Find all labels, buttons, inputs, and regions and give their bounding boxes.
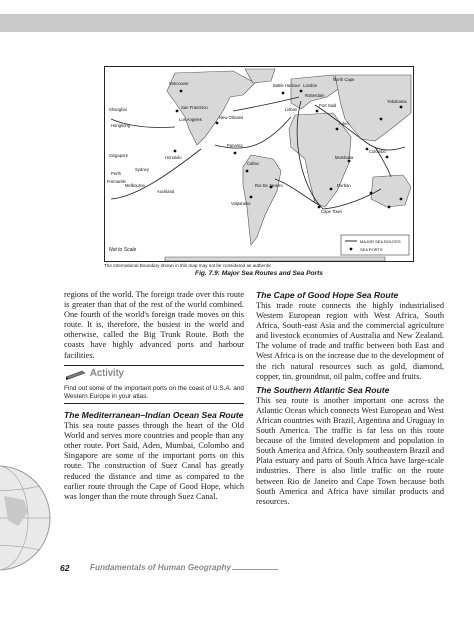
place-label: Los Angeles	[179, 117, 202, 122]
globe-icon	[0, 456, 54, 586]
section-heading-cape: The Cape of Good Hope Sea Route	[256, 290, 399, 300]
place-label: Auckland	[157, 189, 175, 194]
map-legend	[341, 235, 409, 255]
right-column	[256, 290, 444, 510]
legend-ports-label: SEA PORTS	[360, 247, 383, 252]
place-label: Callao	[247, 161, 259, 166]
place-label: Panama	[227, 143, 243, 148]
cape-paragraph: This trade route connects the highly industrialised Western European region with West Africa, South Africa, South-east Asia and the commercial agriculture and livestock economies of Australia and New Zealand. The volume of trade and traffic between both East and West Africa is on the increase due to the development of the rich natural resources such as gold, diamond, copper, tin, groundnut, oil palm, coffee and fruits.	[256, 301, 444, 381]
page-footer	[48, 563, 474, 577]
place-label: Cape Town	[321, 209, 342, 214]
place-label: Fremantle	[107, 179, 126, 184]
map-disclaimer: The International Boundary shown in this map may not be considered as authentic	[104, 263, 272, 268]
mediterranean-paragraph: This sea route passes through the heart of the Old World and serves more countries and people than any other route. Port Said, Aden, Mumbai, Colombo and Singapore are some of the important ports on this route. The construction of Suez Canal has greatly reduced the distance and time as compared to the earlier route through the Cape of Good Hope, which was longer than the route through Suez Canal.	[64, 421, 244, 501]
page-number: 62	[60, 563, 70, 573]
south-atlantic-paragraph: This sea route is another important one across the Atlantic Ocean which connects West European and West African countries with Brazil, Argentina and Uruguay in South America. The traffic is far less on this route because of the limited development and population in South America and Africa. Only southeastern Brazil and Plata estuary and parts of South Africa have large-scale industries. There is also little traffic on the route between Rio de Janeiro and Cape Town because both South America and Africa have similar products and resources.	[256, 395, 444, 506]
top-grey-band	[0, 14, 474, 32]
continents	[165, 69, 411, 261]
legend-port-dot	[350, 248, 353, 251]
africa-land	[289, 113, 351, 207]
place-label: Hongkong	[111, 123, 131, 128]
not-to-scale-label: Not to Scale	[109, 247, 137, 253]
legend-routes-label: MAJOR SEA ROUTES	[360, 239, 401, 244]
place-label: Singapore	[109, 153, 129, 158]
place-label: Rio De Janeiro	[255, 183, 283, 188]
place-label: Sydney	[135, 167, 149, 172]
activity-text: Find out some of the important ports on the coast of U.S.A. and Western Europe in your atlas.	[64, 384, 244, 400]
book-title: Fundamentals of Human Geography	[90, 563, 232, 572]
place-label: Battle Harbour	[273, 83, 300, 88]
place-label: New Orleans	[219, 115, 244, 120]
place-label: Shanghai	[109, 107, 127, 112]
activity-box	[64, 365, 244, 404]
south-america-land	[243, 155, 281, 245]
place-label: Perth	[111, 171, 122, 176]
activity-header	[64, 368, 244, 382]
place-label: Colombo	[369, 149, 386, 154]
section-heading-mediterranean: The Mediterranean–Indian Ocean Sea Route	[64, 410, 244, 421]
intro-paragraph: regions of the world. The foreign trade over this route is greater than that of the rest of the world combined. One fourth of the world's foreign trade moves on this route. It is, therefore, the busiest in the world and otherwise, called the Big Trunk Route. Both the coasts have highly advanced ports and harbour facilities.	[64, 290, 244, 360]
place-label: North Cape	[333, 77, 355, 82]
place-label: Lisbon	[285, 107, 298, 112]
figure-caption: Fig. 7.9: Major Sea Routes and Sea Ports	[195, 270, 323, 277]
place-label: Vancouver	[169, 81, 189, 86]
place-label: Durban	[337, 183, 351, 188]
left-column	[64, 290, 244, 505]
activity-label: Activity	[90, 367, 125, 379]
place-label: Yokohama	[387, 99, 407, 104]
place-label: Melbourne	[125, 183, 145, 188]
antarctica-edge	[165, 257, 385, 261]
place-label: Mombasa	[335, 155, 354, 160]
section-heading-south-atlantic: The Southern Atlantic Sea Route	[256, 384, 390, 395]
place-label: Port Said	[319, 103, 337, 108]
place-label: Rotterdam	[305, 93, 325, 98]
place-label: Valparaiso	[231, 201, 251, 206]
place-label: Aden	[339, 121, 349, 126]
pencil-icon	[66, 370, 88, 380]
place-label: London	[303, 83, 317, 88]
footer-rule	[232, 569, 278, 570]
place-label: Honolulu	[165, 155, 182, 160]
sea-routes-map	[104, 66, 414, 262]
place-label: San Francisco	[181, 105, 208, 110]
